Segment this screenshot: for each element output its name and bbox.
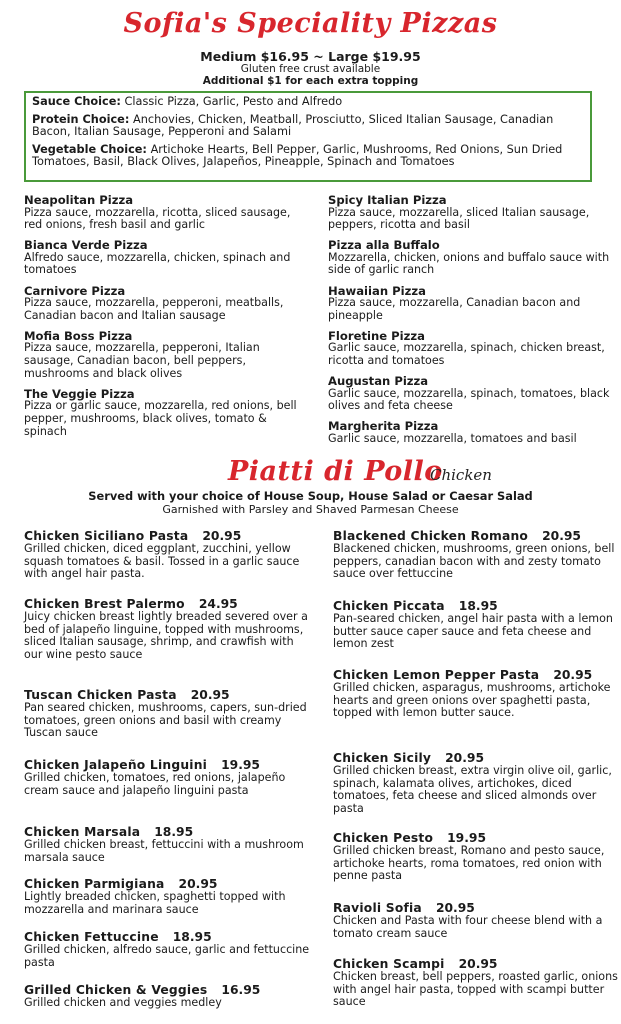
pizza-item bbox=[24, 194, 309, 232]
gluten-free-note: Gluten free crust available bbox=[240, 63, 381, 75]
chicken-section-title: Piatti di Pollo bbox=[228, 456, 443, 487]
chicken-name: Chicken Fettuccine bbox=[24, 930, 159, 944]
choice-text: Anchovies, Chicken, Meatball, Prosciutto, Sliced Italian Sausage, Canadian Bacon, Italian Sausage, Pepperoni and Salami bbox=[32, 112, 554, 139]
chicken-desc: Grilled chicken breast, fettuccini with a mushroom marsala sauce bbox=[24, 838, 304, 864]
chicken-name: Tuscan Chicken Pasta bbox=[24, 688, 177, 702]
chicken-desc: Chicken breast, bell peppers, roasted garlic, onions with angel hair pasta, topped with scampi butter sauce bbox=[333, 970, 618, 1009]
chicken-name: Ravioli Sofia bbox=[333, 901, 422, 915]
chicken-price: 19.95 bbox=[221, 758, 260, 772]
chicken-price: 18.95 bbox=[172, 930, 212, 944]
chicken-price: 20.95 bbox=[445, 751, 485, 765]
pizza-desc: Pizza sauce, mozzarella, Canadian bacon and pineapple bbox=[328, 296, 581, 322]
pizza-name: Mofia Boss Pizza bbox=[24, 328, 133, 343]
vegetable-choice bbox=[32, 144, 584, 169]
pizza-name: Margherita Pizza bbox=[328, 419, 439, 434]
chicken-price: 18.95 bbox=[458, 599, 498, 613]
chicken-item bbox=[24, 530, 314, 581]
chicken-name: Chicken Lemon Pepper Pasta bbox=[333, 668, 540, 682]
pizza-item bbox=[328, 420, 613, 445]
pizza-item bbox=[328, 194, 613, 232]
chicken-desc: Grilled chicken and veggies medley bbox=[24, 996, 222, 1010]
choice-text: Classic Pizza, Garlic, Pesto and Alfredo bbox=[124, 95, 343, 108]
choice-label: Protein Choice: bbox=[32, 112, 130, 126]
pizza-desc: Pizza sauce, mozzarella, pepperoni, Italian sausage, Canadian bacon, bell peppers, mushrooms and black olives bbox=[24, 341, 260, 380]
chicken-item bbox=[333, 600, 621, 651]
pizza-item bbox=[24, 285, 309, 323]
pizza-desc: Mozzarella, chicken, onions and buffalo sauce with side of garlic ranch bbox=[328, 250, 610, 277]
chicken-name: Chicken Parmigiana bbox=[24, 877, 165, 891]
chicken-name: Chicken Piccata bbox=[333, 599, 445, 613]
chicken-desc: Chicken and Pasta with four cheese blend with a tomato cream sauce bbox=[333, 914, 603, 940]
pizza-desc: Garlic sauce, mozzarella, tomatoes and basil bbox=[328, 432, 577, 445]
chicken-item bbox=[333, 902, 621, 940]
pizza-name: Augustan Pizza bbox=[328, 374, 429, 389]
pizza-desc: Pizza sauce, mozzarella, ricotta, sliced sausage, red onions, fresh basil and garlic bbox=[24, 205, 291, 232]
chicken-desc: Pan seared chicken, mushrooms, capers, sun-dried tomatoes, green onions and basil with creamy Tuscan sauce bbox=[24, 701, 307, 740]
pizza-item bbox=[328, 375, 613, 413]
chicken-desc: Grilled chicken, asparagus, mushrooms, artichoke hearts and green onions over spaghetti pasta, topped with lemon butter sauce. bbox=[333, 681, 611, 720]
chicken-desc: Pan-seared chicken, angel hair pasta with a lemon butter sauce caper sauce and feta cheese and lemon zest bbox=[333, 612, 613, 651]
chicken-item bbox=[333, 832, 621, 883]
chicken-name: Chicken Pesto bbox=[333, 831, 434, 845]
sauce-choice bbox=[32, 96, 584, 109]
pizza-name: Carnivore Pizza bbox=[24, 283, 126, 298]
chicken-desc: Juicy chicken breast lightly breaded severed over a bed of jalapeño linguine, topped with mushrooms, sliced Italian sausage, shrimp, and crawfish with our wine pesto sauce bbox=[24, 610, 308, 661]
chicken-desc: Grilled chicken, alfredo sauce, garlic and fettuccine pasta bbox=[24, 943, 310, 969]
chicken-desc: Grilled chicken breast, Romano and pesto sauce, artichoke hearts, roma tomatoes, red onion with penne pasta bbox=[333, 844, 605, 883]
pizza-section-title: Sofia's Speciality Pizzas bbox=[123, 8, 498, 39]
chicken-item bbox=[24, 984, 314, 1010]
chicken-item bbox=[24, 878, 314, 916]
chicken-desc: Lightly breaded chicken, spaghetti topped with mozzarella and marinara sauce bbox=[24, 890, 286, 916]
pizza-name: The Veggie Pizza bbox=[24, 386, 135, 401]
chicken-price: 20.95 bbox=[190, 688, 230, 702]
served-with-note: Served with your choice of House Soup, House Salad or Caesar Salad bbox=[88, 489, 533, 503]
pizza-item bbox=[24, 388, 309, 438]
pizza-item bbox=[24, 330, 309, 380]
pizza-name: Floretine Pizza bbox=[328, 328, 425, 343]
pizza-name: Bianca Verde Pizza bbox=[24, 238, 148, 253]
chicken-price: 24.95 bbox=[198, 597, 238, 611]
chicken-item bbox=[24, 598, 314, 661]
chicken-name: Chicken Jalapeño Linguini bbox=[24, 758, 208, 772]
chicken-name: Chicken Scampi bbox=[333, 957, 445, 971]
chicken-price: 18.95 bbox=[154, 825, 194, 839]
pizza-item bbox=[328, 285, 613, 323]
pizza-desc: Alfredo sauce, mozzarella, chicken, spinach and tomatoes bbox=[24, 250, 291, 277]
chicken-name: Chicken Marsala bbox=[24, 825, 141, 839]
garnish-note: Garnished with Parsley and Shaved Parmesan Cheese bbox=[162, 503, 459, 516]
pizza-item bbox=[328, 330, 613, 368]
pizza-desc: Pizza or garlic sauce, mozzarella, red onions, bell pepper, mushrooms, black olives, tomato & spinach bbox=[24, 399, 297, 438]
pizza-desc: Pizza sauce, mozzarella, sliced Italian sausage, peppers, ricotta and basil bbox=[328, 205, 590, 232]
pizza-desc: Garlic sauce, mozzarella, spinach, chicken breast, ricotta and tomatoes bbox=[328, 341, 605, 368]
chicken-price: 20.95 bbox=[178, 877, 218, 891]
choice-label: Vegetable Choice: bbox=[32, 142, 147, 156]
chicken-price: 20.95 bbox=[542, 529, 581, 543]
pizza-name: Spicy Italian Pizza bbox=[328, 193, 447, 207]
chicken-name: Blackened Chicken Romano bbox=[333, 529, 529, 543]
chicken-price: 20.95 bbox=[458, 957, 498, 971]
chicken-desc: Grilled chicken, diced eggplant, zucchini, yellow squash tomatoes & basil. Tossed in a garlic sauce with angel hair pasta. bbox=[24, 542, 300, 581]
pizza-item bbox=[24, 239, 309, 277]
chicken-item bbox=[24, 931, 314, 969]
chicken-desc: Grilled chicken breast, extra virgin olive oil, garlic, spinach, kalamata olives, artichokes, diced tomatoes, feta cheese and sliced almonds over pasta bbox=[333, 764, 612, 815]
pizza-name: Hawaiian Pizza bbox=[328, 283, 426, 298]
chicken-item bbox=[333, 752, 621, 815]
protein-choice bbox=[32, 114, 584, 139]
chicken-desc: Grilled chicken, tomatoes, red onions, jalapeño cream sauce and jalapeño linguini pasta bbox=[24, 771, 286, 797]
chicken-price: 20.95 bbox=[435, 901, 475, 915]
pizza-desc: Garlic sauce, mozzarella, spinach, tomatoes, black olives and feta cheese bbox=[328, 386, 610, 413]
chicken-item bbox=[24, 689, 314, 740]
pizza-list-left bbox=[24, 194, 309, 446]
chicken-price: 16.95 bbox=[221, 983, 261, 997]
pizza-name: Neapolitan Pizza bbox=[24, 193, 134, 207]
choice-text: Artichoke Hearts, Bell Pepper, Garlic, Mushrooms, Red Onions, Sun Dried Tomatoes, Basil, Black Olives, Jalapeños, Pineapple, Spinach and Tomatoes bbox=[32, 142, 563, 169]
pizza-list-right bbox=[328, 194, 613, 453]
chicken-desc: Blackened chicken, mushrooms, green onions, bell peppers, canadian bacon with and zesty tomato sauce over fettuccine bbox=[333, 542, 615, 581]
pizza-price-line: Medium $16.95 ~ Large $19.95 bbox=[200, 49, 421, 64]
chicken-item bbox=[24, 826, 314, 864]
chicken-price: 20.95 bbox=[202, 529, 242, 543]
toppings-choice-box bbox=[24, 91, 592, 182]
chicken-item bbox=[333, 669, 621, 720]
chicken-section-subtitle: Chicken bbox=[430, 466, 492, 484]
chicken-price: 19.95 bbox=[447, 831, 487, 845]
chicken-item bbox=[333, 958, 621, 1009]
chicken-name: Chicken Sicily bbox=[333, 751, 432, 765]
choice-label: Sauce Choice: bbox=[32, 95, 121, 108]
chicken-name: Chicken Brest Palermo bbox=[24, 597, 185, 611]
chicken-name: Grilled Chicken & Veggies bbox=[24, 983, 208, 997]
pizza-desc: Pizza sauce, mozzarella, pepperoni, meatballs, Canadian bacon and Italian sausage bbox=[24, 296, 284, 322]
chicken-item bbox=[333, 530, 621, 581]
chicken-name: Chicken Siciliano Pasta bbox=[24, 529, 189, 543]
extra-topping-note: Additional $1 for each extra topping bbox=[202, 75, 419, 87]
pizza-name: Pizza alla Buffalo bbox=[328, 238, 440, 253]
chicken-price: 20.95 bbox=[553, 668, 593, 682]
pizza-item bbox=[328, 239, 613, 277]
chicken-item bbox=[24, 759, 314, 797]
